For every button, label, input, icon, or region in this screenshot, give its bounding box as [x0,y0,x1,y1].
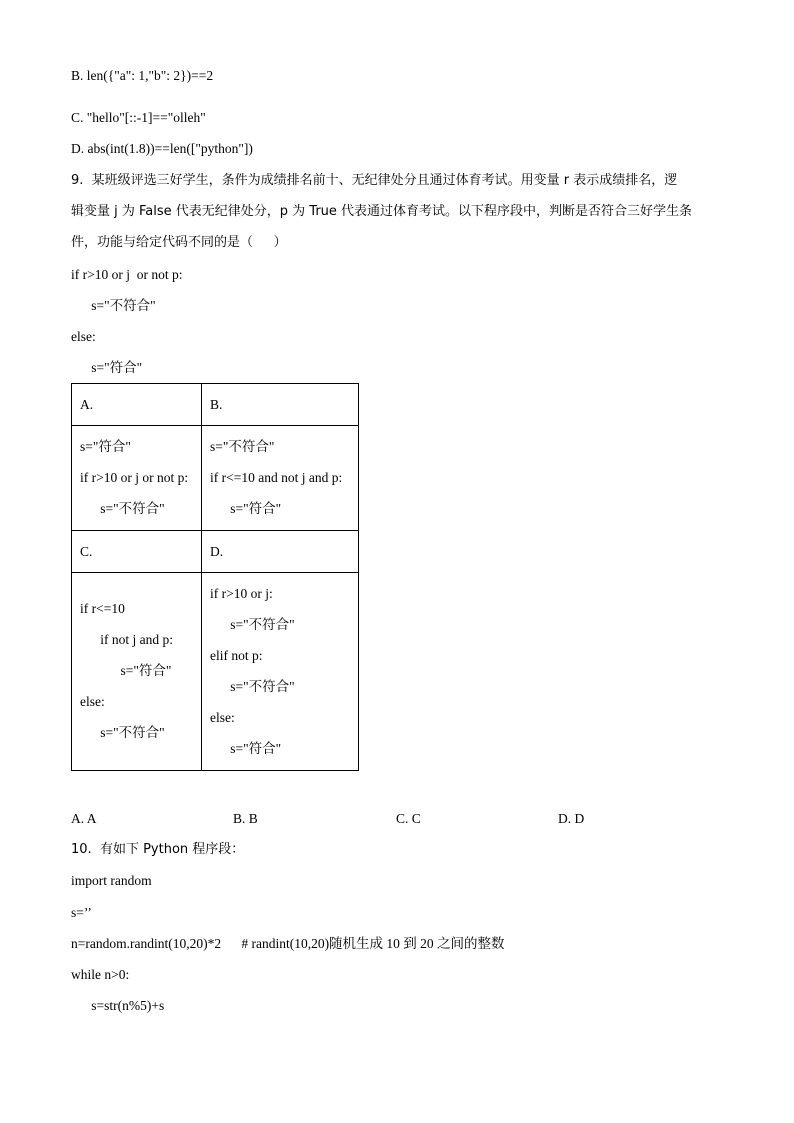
q10-code-line: n=random.randint(10,20)*2 # randint(10,20)随机生成 10 到 20 之间的整数 [71,936,505,951]
option-b-label: B. [210,397,223,412]
option-c-code-cell [72,573,202,771]
option-d-code-line: elif not p: [210,648,263,663]
option-a-code-cell [72,426,202,531]
q9-code-line: s="符合" [71,360,143,375]
option-b-code-cell [202,426,359,531]
answer-choice-b[interactable]: B. B [233,811,258,826]
q10-code-line: s=’’ [71,905,92,920]
option-d-text: D. abs(int(1.8))==len(["python"]) [71,141,253,156]
option-a-code-line: s="符合" [80,439,131,454]
q10-code-line: s=str(n%5)+s [71,998,165,1013]
q10-title: 10. 有如下 Python 程序段： [71,842,245,857]
option-d-code-line: s="不符合" [210,617,295,632]
option-b-header [202,384,359,426]
option-b-text: B. len({"a": 1,"b": 2})==2 [71,68,214,83]
option-a-code-line: if r>10 or j or not p: [80,470,189,485]
q9-code-line: if r>10 or j or not p: [71,267,183,282]
option-b-code-line: if r<=10 and not j and p: [210,470,343,485]
q9-stem-line2: 辑变量 j 为 False 代表无纪律处分，p 为 True 代表通过体育考试。以下程序段中，判断是否符合三好学生条 [71,204,693,219]
answer-choice-a[interactable]: A. A [71,811,97,826]
option-a-label: A. [80,397,94,412]
option-c-code-line: else: [80,694,105,709]
option-a-code-line: s="不符合" [80,501,165,516]
option-d-code-cell [202,573,359,771]
q9-stem-line3: 件，功能与给定代码不同的是（ ） [71,235,287,250]
option-c-code-line: s="不符合" [80,725,165,740]
option-d-header [202,531,359,573]
option-d-code-line: else: [210,710,235,725]
option-a-header [72,384,202,426]
option-d-code-line: s="符合" [210,741,282,756]
q10-code-line: while n>0: [71,967,130,982]
option-c-code-line: s="符合" [80,663,172,678]
option-c-label: C. [80,544,93,559]
q9-stem-line1: 9. 某班级评选三好学生，条件为成绩排名前十、无纪律处分且通过体育考试。用变量 r 表示成绩排名，逻 [71,173,678,188]
option-d-code-line: if r>10 or j: [210,586,273,601]
option-d-label: D. [210,544,224,559]
option-c-code-line: if not j and p: [80,632,173,647]
option-c-code-line: if r<=10 [80,601,125,616]
answer-choice-c[interactable]: C. C [396,811,421,826]
option-c-header [72,531,202,573]
q9-options-table [71,383,359,771]
option-c-text: C. "hello"[::-1]=="olleh" [71,110,206,125]
q10-code-line: import random [71,873,152,888]
option-b-code-line: s="不符合" [210,439,275,454]
q9-code-line: else: [71,329,96,344]
option-b-code-line: s="符合" [210,501,282,516]
answer-choice-d[interactable]: D. D [558,811,585,826]
option-d-code-line: s="不符合" [210,679,295,694]
q9-code-line: s="不符合" [71,298,156,313]
